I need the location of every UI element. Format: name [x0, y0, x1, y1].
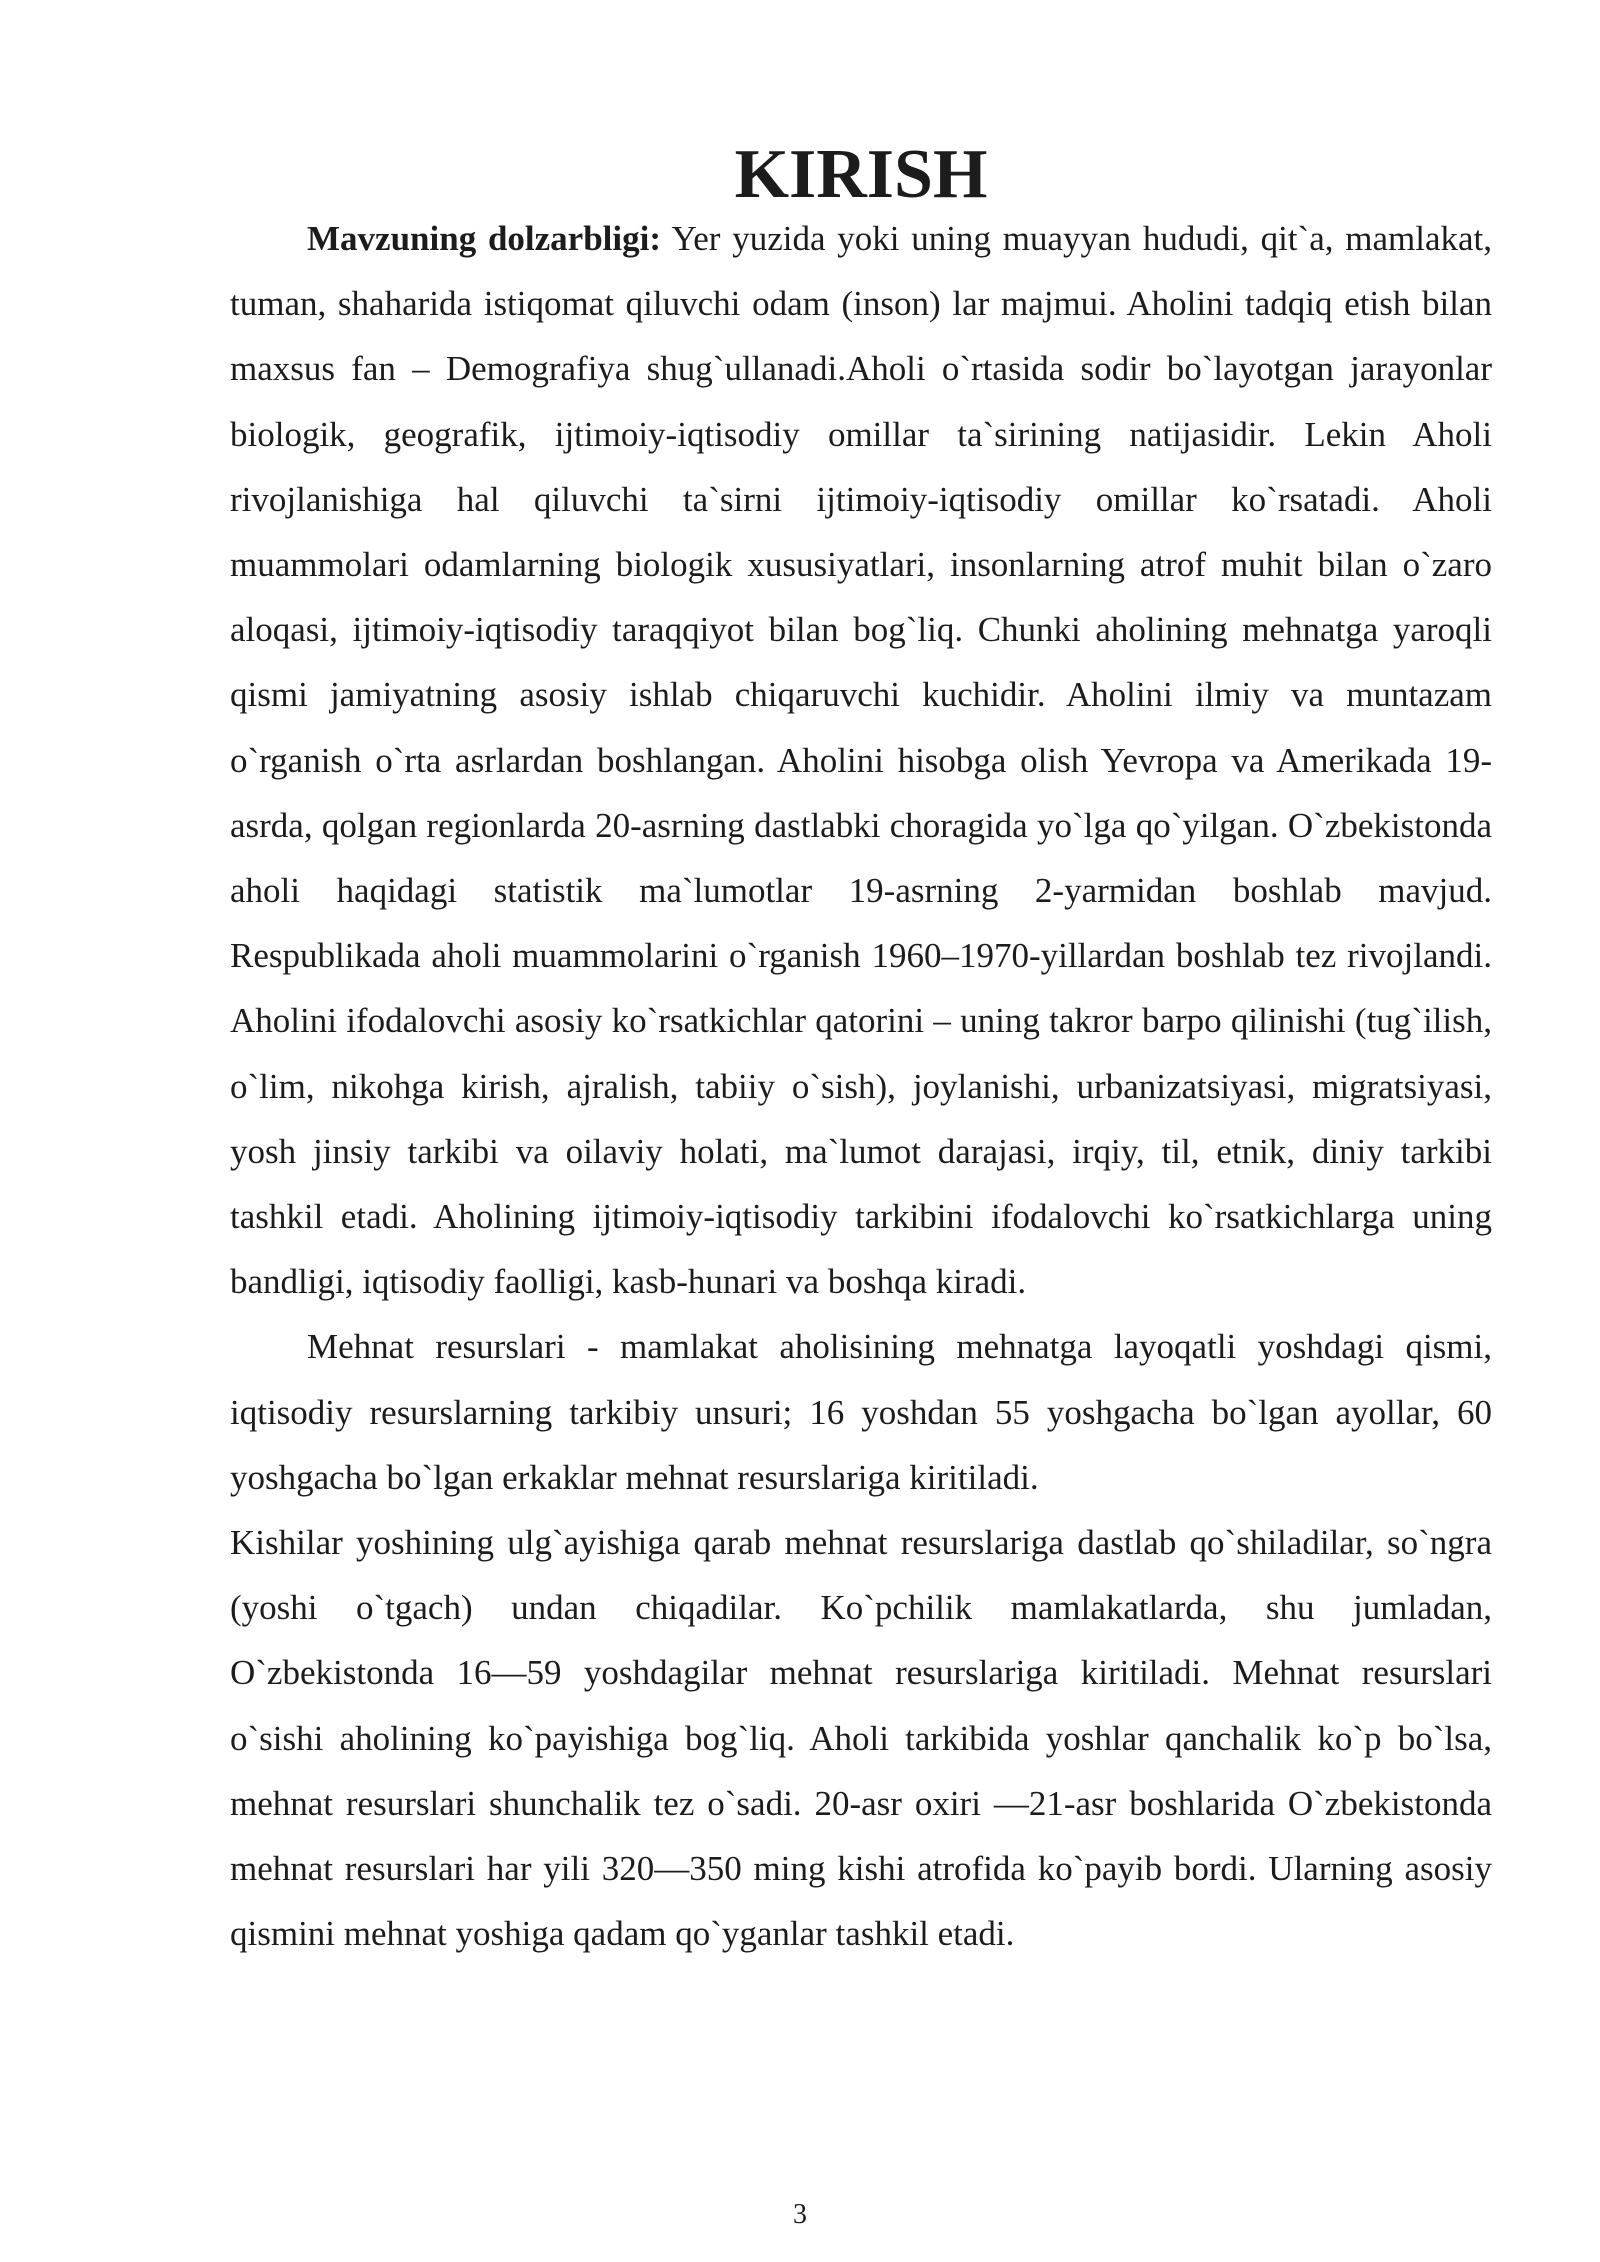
- paragraph-lead: Mavzuning dolzarbligi:: [307, 219, 662, 258]
- paragraph-body: Yer yuzida yoki uning muayyan hududi, qit`a, mamlakat, tuman, shaharida istiqomat qiluvchi odam (inson) lar majmui. Aholini tadqiq etish bilan maxsus fan – Demografiya shug`ullanadi.Aholi o`rtasida sodir bo`layotgan jarayonlar biologik, geografik, ijtimoiy-iqtisodiy omillar ta`sirining natijasidir. Lekin Aholi rivojlanishiga hal qiluvchi ta`sirni ijtimoiy-iqtisodiy omillar ko`rsatadi. Aholi muammolari odamlarning biologik xususiyatlari, insonlarning atrof muhit bilan o`zaro aloqasi, ijtimoiy-iqtisodiy taraqqiyot bilan bog`liq. Chunki aholining mehnatga yaroqli qismi jamiyatning asosiy ishlab chiqaruvchi kuchidir. Aholini ilmiy va muntazam o`rganish o`rta asrlardan boshlangan. Aholini hisobga olish Yevropa va Amerikada 19-asrda, qolgan regionlarda 20-asrning dastlabki choragida yo`lga qo`yilgan. O`zbekistonda aholi haqidagi statistik ma`lumotlar 19-asrning 2-yarmidan boshlab mavjud. Respublikada aholi muammolarini o`rganish 1960–1970-yillardan boshlab tez rivojlandi. Aholini ifodalovchi asosiy ko`rsatkichlar qatorini – uning takror barpo qilinishi (tug`ilish, o`lim, nikohga kirish, ajralish, tabiiy o`sish), joylanishi, urbanizatsiyasi, migratsiyasi, yosh jinsiy tarkibi va oilaviy holati, ma`lumot darajasi, irqiy, til, etnik, diniy tarkibi tashkil etadi. Aholining ijtimoiy-iqtisodiy tarkibini ifodalovchi ko`rsatkichlarga uning bandligi, iqtisodiy faolligi, kasb-hunari va boshqa kiradi.: [230, 219, 1492, 1302]
- paragraph-relevance: [230, 206, 1492, 1314]
- page-content: [230, 136, 1492, 1966]
- paragraph-age-groups: Kishilar yoshining ulg`ayishiga qarab mehnat resurslariga dastlab qo`shiladilar, so`ngra (yoshi o`tgach) undan chiqadilar. Ko`pchilik mamlakatlarda, shu jumladan, O`zbekistonda 16—59 yoshdagilar mehnat resurslariga kiritiladi. Mehnat resurslari o`sishi aholining ko`payishiga bog`liq. Aholi tarkibida yoshlar qanchalik ko`p bo`lsa, mehnat resurslari shunchalik tez o`sadi. 20-asr oxiri —21-asr boshlarida O`zbekistonda mehnat resurslari har yili 320—350 ming kishi atrofida ko`payib bordi. Ularning asosiy qismini mehnat yoshiga qadam qo`yganlar tashkil etadi.: [230, 1523, 1492, 1954]
- paragraph-labor-resources: Mehnat resurslari - mamlakat aholisining mehnatga layoqatli yoshdagi qismi, iqtisodiy resurslarning tarkibiy unsuri; 16 yoshdan 55 yoshgacha bo`lgan ayollar, 60 yoshgacha bo`lgan erkaklar mehnat resurslariga kiritiladi.: [230, 1327, 1492, 1497]
- page-number: 3: [793, 2199, 807, 2230]
- section-heading: KIRISH: [734, 136, 988, 213]
